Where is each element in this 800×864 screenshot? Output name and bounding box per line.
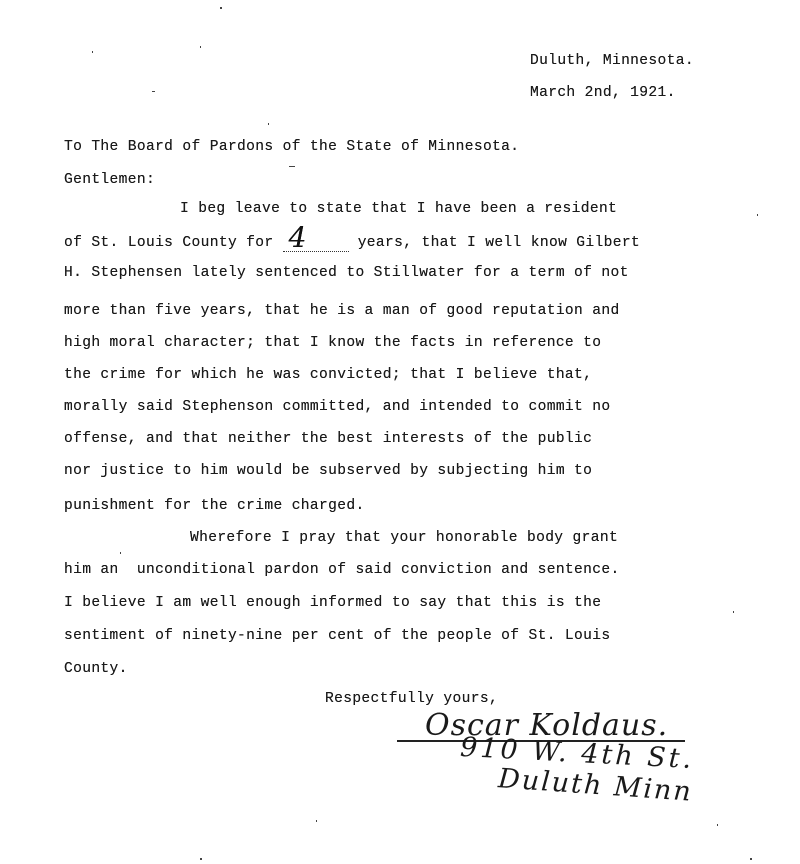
scan-speck	[268, 123, 269, 125]
para2-line1: Wherefore I pray that your honorable body grant	[190, 530, 619, 546]
para2-line2: him an unconditional pardon of said conviction and sentence.	[64, 562, 620, 578]
para1-line8: offense, and that neither the best interests of the public	[64, 431, 593, 447]
para1-line7: morally said Stephenson committed, and intended to commit no	[64, 399, 611, 415]
scan-speck	[316, 820, 317, 822]
scan-speck	[152, 91, 155, 92]
letter-addressee: To The Board of Pardons of the State of Minnesota.	[64, 139, 520, 155]
letter-place: Duluth, Minnesota.	[530, 53, 694, 69]
para1-line5: high moral character; that I know the facts in reference to	[64, 335, 602, 351]
para1-line2-pre: of St. Louis County for	[64, 235, 283, 251]
letter-closing: Respectfully yours,	[325, 691, 499, 707]
scan-speck	[717, 824, 718, 826]
scan-speck	[92, 51, 93, 53]
para1-line9: nor justice to him would be subserved by subjecting him to	[64, 463, 593, 479]
para1-line1: I beg leave to state that I have been a resident	[180, 201, 618, 217]
scan-speck	[200, 46, 201, 48]
para2-line4: sentiment of ninety-nine per cent of the people of St. Louis	[64, 628, 611, 644]
letter-salutation: Gentlemen:	[64, 172, 165, 188]
scan-speck	[750, 858, 752, 860]
scan-speck	[220, 7, 222, 9]
scan-speck	[120, 552, 121, 554]
signature-address-line2: Duluth Minn	[497, 763, 694, 808]
scan-speck	[757, 214, 758, 216]
para1-line3: H. Stephensen lately sentenced to Stillwater for a term of not	[64, 265, 629, 281]
para1-line2	[64, 221, 641, 254]
letter-date: March 2nd, 1921.	[530, 85, 676, 101]
para2-line5: County.	[64, 661, 128, 677]
years-blank	[283, 221, 349, 254]
para1-line6: the crime for which he was convicted; that I believe that,	[64, 367, 593, 383]
para2-line3: I believe I am well enough informed to say that this is the	[64, 595, 602, 611]
para1-line4: more than five years, that he is a man of good reputation and	[64, 303, 620, 319]
para1-line10: punishment for the crime charged.	[64, 498, 365, 514]
scan-speck	[733, 611, 734, 613]
scan-speck	[289, 166, 295, 167]
para1-line2-post: years, that I well know Gilbert	[348, 235, 641, 251]
years-handwritten-value: 4	[288, 221, 307, 254]
signature-name: Oscar Koldaus.	[425, 708, 669, 743]
signature-address-line1: 910 W. 4th St.	[459, 731, 695, 776]
scan-speck	[200, 858, 202, 860]
